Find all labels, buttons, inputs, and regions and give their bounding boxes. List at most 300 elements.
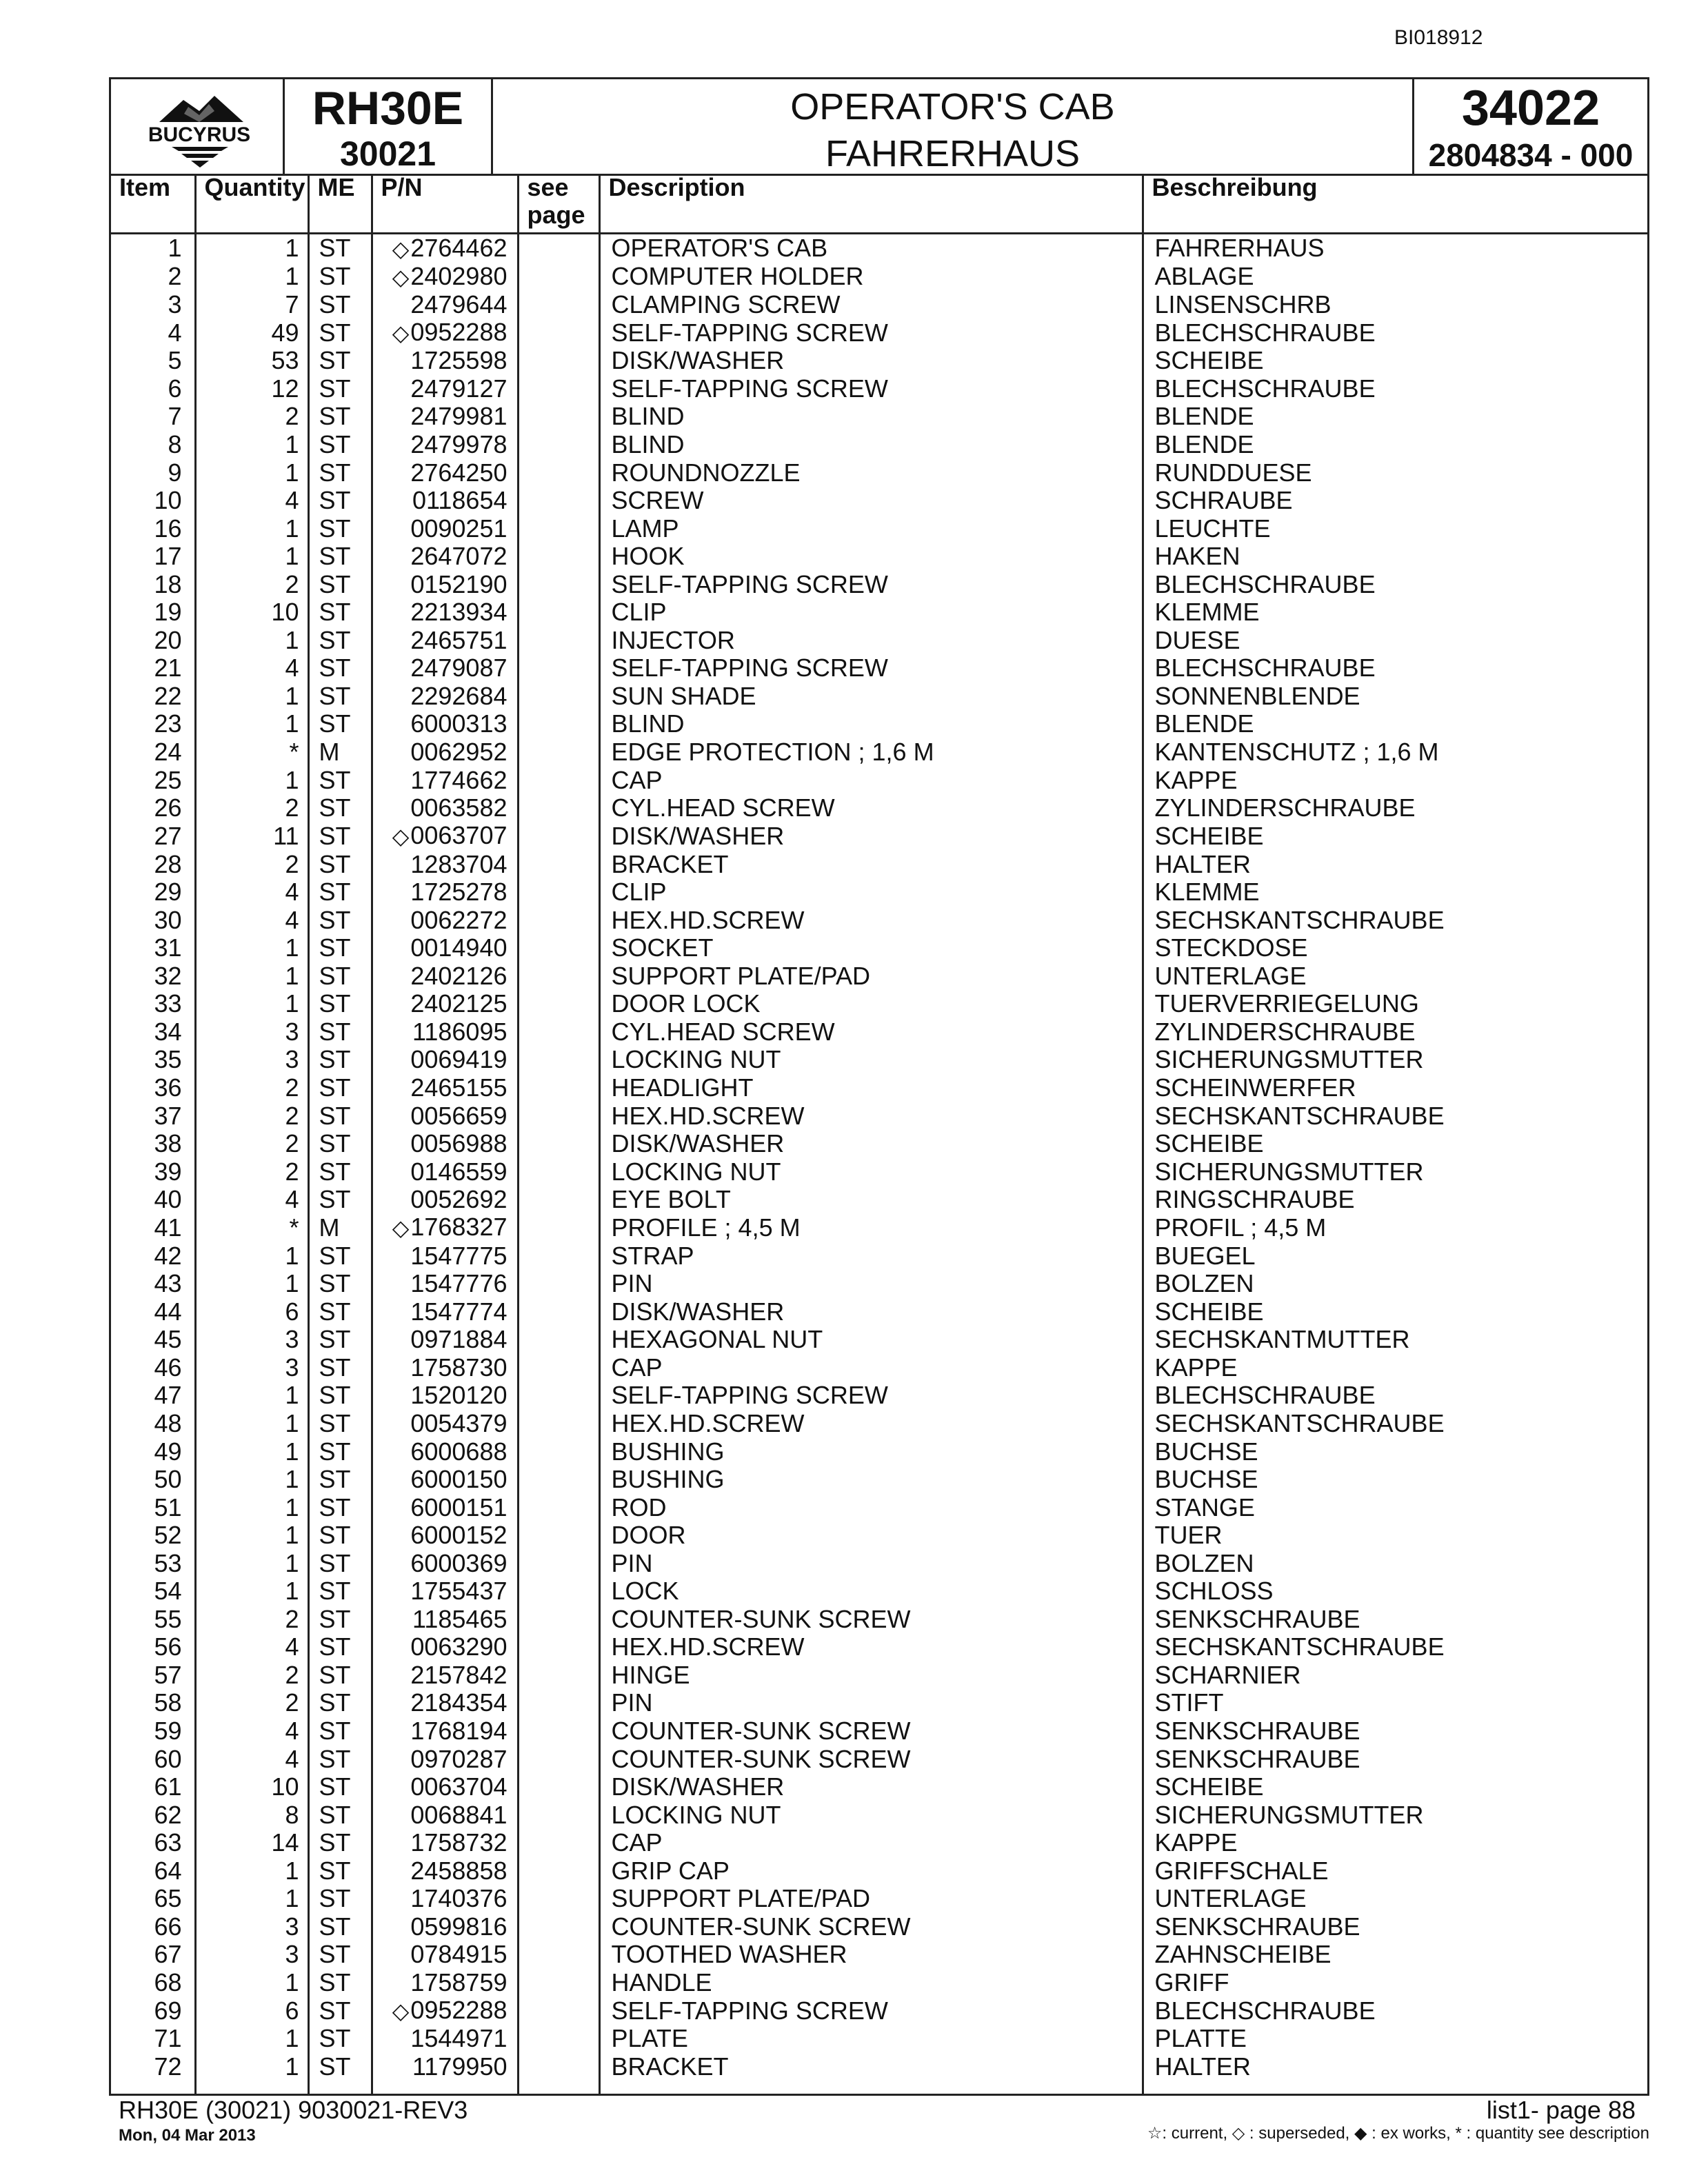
column-header-see-page: see page xyxy=(518,174,599,233)
row-see-page xyxy=(518,906,599,934)
row-quantity: 2 xyxy=(195,1130,308,1158)
row-part-number xyxy=(372,682,518,711)
row-part-number xyxy=(372,598,518,627)
row-see-page xyxy=(518,682,599,711)
row-unit: ST xyxy=(308,1857,372,1885)
part-number-value: 2465155 xyxy=(410,1073,508,1102)
row-see-page xyxy=(518,1410,599,1438)
row-quantity: 1 xyxy=(195,431,308,459)
table-row xyxy=(111,1466,1647,1494)
row-see-page xyxy=(518,1745,599,1773)
table-row xyxy=(111,1857,1647,1885)
row-see-page xyxy=(518,962,599,991)
row-see-page xyxy=(518,347,599,375)
row-unit: ST xyxy=(308,1633,372,1661)
part-number-value: 1725278 xyxy=(410,878,508,907)
row-quantity: 3 xyxy=(195,1941,308,1969)
table-row xyxy=(111,1074,1647,1102)
row-quantity: 2 xyxy=(195,1102,308,1130)
row-description: CAP xyxy=(599,766,1143,794)
row-see-page xyxy=(518,1493,599,1521)
row-see-page xyxy=(518,431,599,459)
row-quantity: 1 xyxy=(195,2053,308,2081)
row-unit: ST xyxy=(308,850,372,878)
row-beschreibung: SCHARNIER xyxy=(1154,1661,1301,1689)
part-number-value: 1755437 xyxy=(410,1577,508,1606)
row-quantity: 2 xyxy=(195,794,308,822)
row-see-page xyxy=(518,1773,599,1801)
row-unit: ST xyxy=(308,570,372,598)
row-item-number: 42 xyxy=(111,1242,195,1270)
row-beschreibung: GRIFFSCHALE xyxy=(1154,1857,1329,1885)
table-row xyxy=(111,1941,1647,1969)
row-item-number: 20 xyxy=(111,627,195,655)
row-beschreibung: UNTERLAGE xyxy=(1154,962,1307,990)
row-beschreibung: BLECHSCHRAUBE xyxy=(1154,1996,1376,2025)
row-quantity: 7 xyxy=(195,291,308,319)
row-quantity: 1 xyxy=(195,1577,308,1606)
row-unit: ST xyxy=(308,263,372,291)
row-see-page xyxy=(518,1969,599,1997)
row-item-number: 3 xyxy=(111,291,195,319)
row-part-number xyxy=(372,2025,518,2053)
row-beschreibung: STANGE xyxy=(1154,1493,1255,1521)
part-number-value: 1740376 xyxy=(410,1885,508,1913)
row-description: SCREW xyxy=(599,487,1143,515)
row-item-number: 69 xyxy=(111,1996,195,2025)
filler-cell xyxy=(111,2081,195,2094)
row-item-number: 19 xyxy=(111,598,195,627)
row-quantity: 1 xyxy=(195,682,308,711)
row-beschreibung: BOLZEN xyxy=(1154,1549,1254,1577)
row-see-page xyxy=(518,1437,599,1466)
model-name: RH30E xyxy=(312,82,464,134)
superseded-icon: ◇ xyxy=(392,236,410,261)
row-unit: ST xyxy=(308,822,372,850)
part-number-value: 1179950 xyxy=(412,2052,508,2081)
row-part-number xyxy=(372,710,518,738)
table-row xyxy=(111,1717,1647,1746)
part-number-value: 2479087 xyxy=(410,654,508,682)
row-quantity: 3 xyxy=(195,1046,308,1074)
row-quantity: 1 xyxy=(195,710,308,738)
row-item-number: 27 xyxy=(111,822,195,850)
row-unit: ST xyxy=(308,1437,372,1466)
row-see-page xyxy=(518,1018,599,1046)
table-row xyxy=(111,766,1647,794)
row-description: OPERATOR'S CAB xyxy=(599,233,1143,263)
row-beschreibung: STIFT xyxy=(1154,1689,1224,1717)
part-number-value: 6000369 xyxy=(410,1549,508,1577)
row-item-number: 67 xyxy=(111,1941,195,1969)
row-description: HOOK xyxy=(599,543,1143,571)
row-part-number xyxy=(372,543,518,571)
row-item-number: 5 xyxy=(111,347,195,375)
table-row xyxy=(111,1801,1647,1829)
row-item-number: 31 xyxy=(111,934,195,962)
row-part-number xyxy=(372,263,518,291)
row-beschreibung: PLATTE xyxy=(1154,2025,1247,2053)
row-beschreibung: PROFIL ; 4,5 M xyxy=(1154,1213,1327,1242)
row-see-page xyxy=(518,1606,599,1634)
row-part-number xyxy=(372,431,518,459)
row-unit: ST xyxy=(308,1996,372,2025)
row-part-number xyxy=(372,627,518,655)
table-row xyxy=(111,514,1647,543)
row-unit: ST xyxy=(308,1102,372,1130)
row-unit: ST xyxy=(308,1018,372,1046)
table-row xyxy=(111,990,1647,1018)
row-unit: ST xyxy=(308,1689,372,1717)
table-row xyxy=(111,1326,1647,1354)
row-unit: ST xyxy=(308,766,372,794)
row-beschreibung: TUER xyxy=(1154,1521,1223,1550)
row-see-page xyxy=(518,654,599,682)
row-quantity: 4 xyxy=(195,906,308,934)
row-part-number xyxy=(372,2053,518,2081)
row-item-number: 55 xyxy=(111,1606,195,1634)
row-quantity: 1 xyxy=(195,1410,308,1438)
row-unit: ST xyxy=(308,1913,372,1941)
row-see-page xyxy=(518,1941,599,1969)
row-part-number xyxy=(372,291,518,319)
row-part-number xyxy=(372,766,518,794)
row-description: EDGE PROTECTION ; 1,6 M xyxy=(599,738,1143,767)
row-quantity: 1 xyxy=(195,1549,308,1577)
number-cell xyxy=(1414,79,1647,174)
part-number-value: 0062952 xyxy=(410,738,508,766)
row-part-number xyxy=(372,1549,518,1577)
row-item-number: 7 xyxy=(111,403,195,431)
row-beschreibung: SICHERUNGSMUTTER xyxy=(1154,1801,1424,1829)
row-description: SELF-TAPPING SCREW xyxy=(599,375,1143,403)
table-row xyxy=(111,1382,1647,1410)
row-quantity: 1 xyxy=(195,543,308,571)
row-description: COMPUTER HOLDER xyxy=(599,263,1143,291)
row-quantity: 6 xyxy=(195,1298,308,1326)
row-see-page xyxy=(518,627,599,655)
part-number-value: 2764250 xyxy=(410,458,508,487)
row-part-number xyxy=(372,1996,518,2025)
table-row xyxy=(111,654,1647,682)
row-unit: ST xyxy=(308,1270,372,1298)
row-part-number xyxy=(372,738,518,767)
row-beschreibung: HALTER xyxy=(1154,850,1251,878)
table-row xyxy=(111,1410,1647,1438)
column-header-me: ME xyxy=(308,174,372,233)
table-row xyxy=(111,375,1647,403)
row-description: COUNTER-SUNK SCREW xyxy=(599,1606,1143,1634)
row-quantity: * xyxy=(195,738,308,767)
row-see-page xyxy=(518,766,599,794)
row-description: CLIP xyxy=(599,598,1143,627)
row-item-number: 46 xyxy=(111,1354,195,1382)
row-description: BRACKET xyxy=(599,2053,1143,2081)
row-part-number xyxy=(372,1633,518,1661)
row-description: GRIP CAP xyxy=(599,1857,1143,1885)
row-description: ROUNDNOZZLE xyxy=(599,458,1143,487)
row-part-number xyxy=(372,1354,518,1382)
table-row xyxy=(111,1996,1647,2025)
superseded-icon: ◇ xyxy=(392,264,410,290)
row-unit: ST xyxy=(308,431,372,459)
row-description: PIN xyxy=(599,1549,1143,1577)
bucyrus-logo-icon xyxy=(118,86,281,169)
row-quantity: 4 xyxy=(195,1633,308,1661)
row-quantity: 1 xyxy=(195,627,308,655)
row-part-number xyxy=(372,318,518,347)
row-part-number xyxy=(372,654,518,682)
row-description: BRACKET xyxy=(599,850,1143,878)
filler-cell xyxy=(1143,2081,1647,2094)
row-description: HINGE xyxy=(599,1661,1143,1690)
row-beschreibung: SCHEINWERFER xyxy=(1154,1073,1356,1102)
part-number-value: 1758759 xyxy=(410,1968,508,1996)
row-beschreibung: SCHEIBE xyxy=(1154,1772,1264,1801)
row-part-number xyxy=(372,1437,518,1466)
row-unit: M xyxy=(308,1213,372,1242)
row-item-number: 8 xyxy=(111,431,195,459)
row-quantity: 1 xyxy=(195,458,308,487)
part-number-value: 0063707 xyxy=(410,822,508,850)
row-description: SELF-TAPPING SCREW xyxy=(599,1382,1143,1410)
row-quantity: 1 xyxy=(195,1493,308,1521)
part-number-value: 6000313 xyxy=(410,710,508,738)
row-quantity: 2 xyxy=(195,1689,308,1717)
part-number-value: 0970287 xyxy=(410,1745,508,1773)
row-item-number: 65 xyxy=(111,1885,195,1913)
table-row xyxy=(111,906,1647,934)
row-unit: ST xyxy=(308,1661,372,1690)
row-part-number xyxy=(372,962,518,991)
row-description: COUNTER-SUNK SCREW xyxy=(599,1913,1143,1941)
row-beschreibung: SENKSCHRAUBE xyxy=(1154,1717,1360,1746)
row-part-number xyxy=(372,1382,518,1410)
part-number-value: 6000150 xyxy=(410,1465,508,1494)
row-see-page xyxy=(518,375,599,403)
row-part-number xyxy=(372,1829,518,1857)
row-item-number: 2 xyxy=(111,263,195,291)
row-unit: ST xyxy=(308,375,372,403)
row-beschreibung: SENKSCHRAUBE xyxy=(1154,1605,1360,1633)
row-description: CLAMPING SCREW xyxy=(599,291,1143,319)
row-see-page xyxy=(518,1913,599,1941)
row-unit: ST xyxy=(308,1801,372,1829)
row-item-number: 29 xyxy=(111,878,195,907)
row-quantity: 1 xyxy=(195,1969,308,1997)
row-beschreibung: ZYLINDERSCHRAUBE xyxy=(1154,1018,1416,1046)
row-description: SUPPORT PLATE/PAD xyxy=(599,1885,1143,1913)
part-number-value: 1520120 xyxy=(410,1382,508,1410)
row-item-number: 39 xyxy=(111,1157,195,1186)
row-see-page xyxy=(518,1270,599,1298)
row-part-number xyxy=(372,375,518,403)
row-item-number: 33 xyxy=(111,990,195,1018)
row-quantity: 3 xyxy=(195,1018,308,1046)
row-item-number: 41 xyxy=(111,1213,195,1242)
superseded-icon: ◇ xyxy=(392,824,410,849)
row-beschreibung: BLECHSCHRAUBE xyxy=(1154,318,1376,347)
row-description: COUNTER-SUNK SCREW xyxy=(599,1745,1143,1773)
row-item-number: 52 xyxy=(111,1521,195,1550)
row-quantity: 2 xyxy=(195,403,308,431)
row-unit: ST xyxy=(308,598,372,627)
row-part-number xyxy=(372,1521,518,1550)
table-row xyxy=(111,1270,1647,1298)
row-unit: ST xyxy=(308,1493,372,1521)
part-number-value: 1544971 xyxy=(410,2025,508,2053)
part-number-value: 2479644 xyxy=(410,290,508,318)
row-unit: ST xyxy=(308,1326,372,1354)
row-description: HEX.HD.SCREW xyxy=(599,1410,1143,1438)
row-description: SELF-TAPPING SCREW xyxy=(599,318,1143,347)
row-item-number: 50 xyxy=(111,1466,195,1494)
row-part-number xyxy=(372,487,518,515)
row-see-page xyxy=(518,1717,599,1746)
table-row xyxy=(111,347,1647,375)
row-see-page xyxy=(518,1829,599,1857)
table-row xyxy=(111,570,1647,598)
row-description: BLIND xyxy=(599,431,1143,459)
part-number-value: 0152190 xyxy=(410,570,508,598)
row-item-number: 4 xyxy=(111,318,195,347)
row-item-number: 60 xyxy=(111,1745,195,1773)
table-row xyxy=(111,1437,1647,1466)
row-quantity: 2 xyxy=(195,850,308,878)
part-number-value: 0062272 xyxy=(410,906,508,934)
part-number-value: 1768194 xyxy=(410,1717,508,1746)
row-beschreibung: KLEMME xyxy=(1154,878,1260,907)
row-description: COUNTER-SUNK SCREW xyxy=(599,1717,1143,1746)
row-description: INJECTOR xyxy=(599,627,1143,655)
column-header-beschreibung: Beschreibung xyxy=(1143,174,1647,233)
table-row xyxy=(111,403,1647,431)
part-number-value: 2479981 xyxy=(410,403,508,431)
row-see-page xyxy=(518,1857,599,1885)
row-unit: ST xyxy=(308,1186,372,1214)
row-quantity: 10 xyxy=(195,1773,308,1801)
table-row xyxy=(111,1969,1647,1997)
row-beschreibung: TUERVERRIEGELUNG xyxy=(1154,990,1419,1018)
table-row xyxy=(111,487,1647,515)
title-block xyxy=(111,79,1647,176)
row-see-page xyxy=(518,1157,599,1186)
row-item-number: 58 xyxy=(111,1689,195,1717)
row-quantity: 4 xyxy=(195,654,308,682)
row-see-page xyxy=(518,878,599,907)
row-description: BLIND xyxy=(599,403,1143,431)
row-description: DISK/WASHER xyxy=(599,1130,1143,1158)
row-unit: ST xyxy=(308,403,372,431)
row-see-page xyxy=(518,850,599,878)
row-beschreibung: KAPPE xyxy=(1154,1828,1238,1857)
row-beschreibung: HAKEN xyxy=(1154,542,1240,571)
row-see-page xyxy=(518,487,599,515)
row-unit: ST xyxy=(308,1130,372,1158)
row-quantity: 2 xyxy=(195,1661,308,1690)
table-row xyxy=(111,598,1647,627)
row-see-page xyxy=(518,1074,599,1102)
group-number: 34022 xyxy=(1461,81,1600,136)
row-item-number: 61 xyxy=(111,1773,195,1801)
row-item-number: 32 xyxy=(111,962,195,991)
row-item-number: 66 xyxy=(111,1913,195,1941)
row-quantity: 4 xyxy=(195,1745,308,1773)
row-item-number: 18 xyxy=(111,570,195,598)
part-number-value: 0063582 xyxy=(410,793,508,822)
row-see-page xyxy=(518,1521,599,1550)
part-number-value: 2402125 xyxy=(410,990,508,1018)
footer-page-number: list1- page 88 xyxy=(1486,2096,1636,2124)
table-row xyxy=(111,458,1647,487)
title-english: OPERATOR'S CAB xyxy=(790,86,1115,128)
row-part-number xyxy=(372,1913,518,1941)
row-description: LOCKING NUT xyxy=(599,1801,1143,1829)
row-item-number: 71 xyxy=(111,2025,195,2053)
part-number-value: 0146559 xyxy=(410,1157,508,1186)
row-beschreibung: KLEMME xyxy=(1154,598,1260,627)
row-item-number: 63 xyxy=(111,1829,195,1857)
table-row xyxy=(111,233,1647,263)
row-item-number: 57 xyxy=(111,1661,195,1690)
part-number-value: 0063290 xyxy=(410,1633,508,1661)
table-row xyxy=(111,1102,1647,1130)
row-description: HEADLIGHT xyxy=(599,1074,1143,1102)
row-unit: ST xyxy=(308,1969,372,1997)
row-unit: ST xyxy=(308,1745,372,1773)
row-see-page xyxy=(518,1213,599,1242)
row-part-number xyxy=(372,822,518,850)
row-quantity: 3 xyxy=(195,1354,308,1382)
part-number-value: 0784915 xyxy=(410,1941,508,1969)
row-see-page xyxy=(518,318,599,347)
part-number-value: 6000688 xyxy=(410,1437,508,1466)
row-see-page xyxy=(518,1661,599,1690)
table-row xyxy=(111,1521,1647,1550)
row-see-page xyxy=(518,263,599,291)
table-row xyxy=(111,822,1647,850)
part-number-value: 2465751 xyxy=(410,626,508,654)
row-unit: ST xyxy=(308,1410,372,1438)
assembly-part-number: 2804834 - 000 xyxy=(1428,137,1634,173)
row-item-number: 30 xyxy=(111,906,195,934)
filler-cell xyxy=(195,2081,308,2094)
row-part-number xyxy=(372,1745,518,1773)
row-beschreibung: SENKSCHRAUBE xyxy=(1154,1912,1360,1941)
part-number-value: 0069419 xyxy=(410,1046,508,1074)
row-part-number xyxy=(372,906,518,934)
row-beschreibung: LINSENSCHRB xyxy=(1154,290,1332,318)
row-unit: ST xyxy=(308,1157,372,1186)
row-description: SUPPORT PLATE/PAD xyxy=(599,962,1143,991)
row-part-number xyxy=(372,1689,518,1717)
row-quantity: 1 xyxy=(195,1466,308,1494)
part-number-value: 0952288 xyxy=(410,318,508,347)
row-description: LOCKING NUT xyxy=(599,1046,1143,1074)
row-description: BUSHING xyxy=(599,1437,1143,1466)
row-description: DISK/WASHER xyxy=(599,347,1143,375)
table-row xyxy=(111,1213,1647,1242)
row-part-number xyxy=(372,1242,518,1270)
row-unit: ST xyxy=(308,1549,372,1577)
part-number-value: 2479127 xyxy=(410,374,508,403)
row-part-number xyxy=(372,1466,518,1494)
part-number-value: 1283704 xyxy=(410,850,508,878)
row-unit: ST xyxy=(308,1074,372,1102)
table-row xyxy=(111,1186,1647,1214)
row-description: HEX.HD.SCREW xyxy=(599,1633,1143,1661)
row-quantity: 14 xyxy=(195,1829,308,1857)
